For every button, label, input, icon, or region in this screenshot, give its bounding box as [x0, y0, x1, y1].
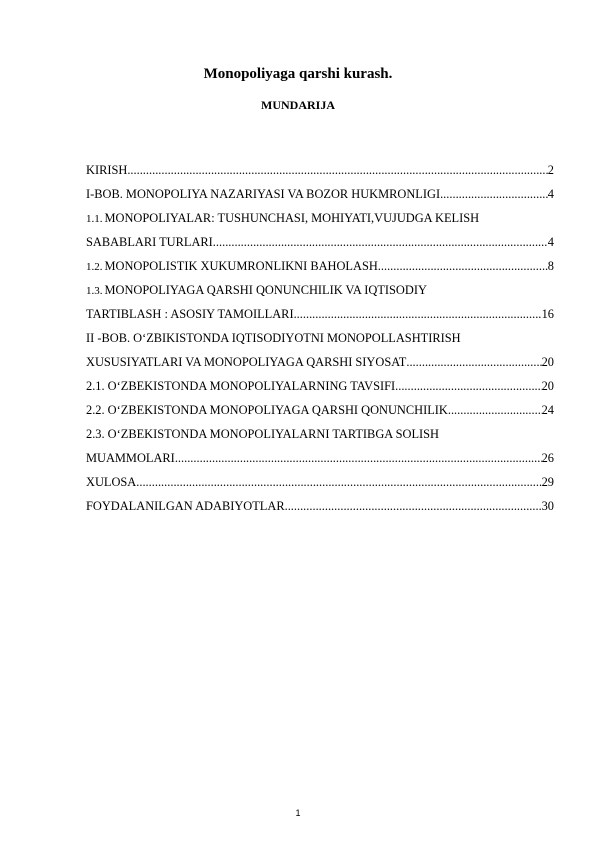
toc-entry-text: KIRISH [86, 163, 128, 177]
toc-entry-text: 2.1. O‘ZBEKISTONDA MONOPOLIYALARNING TAVSIFI [86, 379, 396, 393]
toc-entry-line [86, 470, 554, 494]
toc-entry-text: TARTIBLASH : ASOSIY TAMOILLARI [86, 307, 294, 321]
toc-entry-text: MONOPOLISTIK XUKUMRONLIKNI BAHOLASH [104, 259, 378, 273]
toc-entry-text: SABABLARI TURLARI [86, 235, 213, 249]
toc-entry-line [86, 350, 554, 374]
document-title: Monopoliyaga qarshi kurash. [203, 66, 393, 82]
toc-dot-leader [395, 374, 541, 398]
toc-entry-line [86, 422, 554, 446]
toc-entry-text: MONOPOLIYAGA QARSHI QONUNCHILIK VA IQTISODIY [104, 283, 427, 297]
toc-entry-number: 1.1. [86, 213, 103, 225]
toc-dot-leader [448, 398, 542, 422]
toc-page-number: 4 [547, 235, 554, 249]
toc-dot-leader [294, 302, 542, 326]
toc-page-number: 16 [541, 307, 554, 321]
toc-entry-line [86, 230, 554, 254]
toc-dot-leader [440, 182, 548, 206]
toc-entry-line [86, 254, 554, 278]
toc-dot-leader [213, 230, 548, 254]
toc-entry-text: XULOSA [86, 475, 137, 489]
toc-entry-text: II -BOB. O‘ZBIKISTONDA IQTISODIYOTNI MONOPOLLASHTIRISH [86, 331, 461, 345]
toc-page-number: 20 [541, 355, 554, 369]
toc-entry-line [86, 446, 554, 470]
toc-page-number: 26 [541, 451, 554, 465]
toc-dot-leader [406, 350, 541, 374]
toc-entry-number: 1.3. [86, 285, 103, 297]
toc-dot-leader [285, 494, 542, 518]
toc-entry-text: MONOPOLIYALAR: TUSHUNCHASI, MOHIYATI,VUJUDGA KELISH [104, 211, 480, 225]
toc-dot-leader [127, 158, 547, 182]
toc-entry-line [86, 374, 554, 398]
toc-entry-line [86, 398, 554, 422]
toc-page-number: 8 [547, 259, 554, 273]
toc-heading: MUNDARIJA [261, 98, 335, 112]
toc-dot-leader [175, 446, 542, 470]
toc-page-number: 30 [541, 499, 554, 513]
toc-entry-text: 2.3. O‘ZBEKISTONDA MONOPOLIYALARNI TARTIBGA SOLISH [86, 427, 440, 441]
toc-entry-text: FOYDALANILGAN ADABIYOTLAR [86, 499, 285, 513]
toc-page-number: 29 [541, 475, 554, 489]
toc-dot-leader [136, 470, 541, 494]
toc-entry-text: I-BOB. MONOPOLIYA NAZARIYASI VA BOZOR HUKMRONLIGI [86, 187, 441, 201]
page-number: 1 [295, 808, 301, 818]
table-of-contents [86, 158, 554, 518]
toc-entry-number: 1.2. [86, 261, 103, 273]
toc-entry-line [86, 182, 554, 206]
toc-entry-line [86, 278, 554, 302]
toc-entry-line [86, 206, 554, 230]
toc-page-number: 20 [541, 379, 554, 393]
toc-page-number: 2 [547, 163, 554, 177]
toc-page-number: 24 [541, 403, 554, 417]
toc-entry-text: 2.2. O‘ZBEKISTONDA MONOPOLIYAGA QARSHI QONUNCHILIK [86, 403, 448, 417]
toc-entry-line [86, 494, 554, 518]
toc-page-number: 4 [547, 187, 554, 201]
toc-entry-line [86, 158, 554, 182]
toc-entry-line [86, 326, 554, 350]
toc-entry-line [86, 302, 554, 326]
toc-dot-leader [378, 254, 548, 278]
toc-entry-text: MUAMMOLARI [86, 451, 175, 465]
toc-entry-text: XUSUSIYATLARI VA MONOPOLIYAGA QARSHI SIYOSAT [86, 355, 407, 369]
